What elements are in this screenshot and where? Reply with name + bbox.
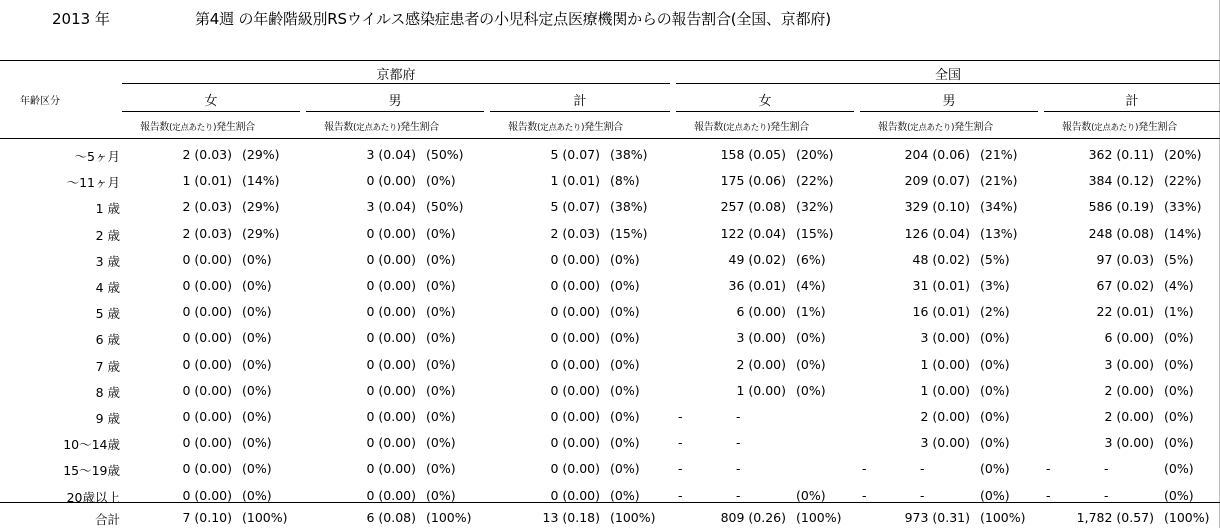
cell-ratio: (0%)	[426, 173, 456, 189]
cell-ratio: (0%)	[1164, 356, 1194, 372]
cell-count: 0 (0.00)	[182, 356, 232, 372]
cell-count: 0 (0.00)	[366, 487, 416, 503]
cell-count: 2 (0.00)	[1104, 409, 1154, 424]
cell-count: 0 (0.00)	[366, 251, 416, 267]
cell-count: 0 (0.00)	[366, 461, 416, 477]
cell-dash: -	[678, 461, 683, 477]
cell-ratio: (0%)	[980, 356, 1010, 372]
cell-count: 0 (0.00)	[182, 409, 232, 424]
cell-ratio: (100%)	[242, 510, 288, 525]
cell-count: 22 (0.01)	[1096, 304, 1154, 320]
cell-ratio: (38%)	[610, 199, 648, 215]
age-label: 15～19歳	[63, 463, 120, 479]
sub-header-group	[140, 118, 255, 133]
cell-count: 1 (0.00)	[920, 356, 970, 372]
age-label: 2 歳	[95, 227, 120, 243]
cell-ratio: (4%)	[1164, 278, 1194, 293]
cell-count: 0 (0.00)	[550, 382, 600, 398]
cell-ratio: (29%)	[242, 147, 280, 162]
sex-underline-kyoto-total	[490, 111, 670, 112]
age-label: 3 歳	[95, 253, 120, 269]
sub-header-group	[878, 118, 993, 133]
sub-header-per-sentinel: (定点あたり)	[907, 123, 955, 133]
sex-underline-national-female	[676, 111, 854, 112]
cell-count: 1 (0.00)	[736, 382, 786, 398]
cell-dash: -	[1104, 461, 1109, 477]
table-row	[0, 325, 1220, 351]
sub-header-count: 報告数	[508, 122, 538, 133]
cell-dash: -	[736, 461, 741, 477]
cell-count: 0 (0.00)	[366, 173, 416, 189]
table-row	[0, 352, 1220, 378]
cell-count: 973 (0.31)	[904, 510, 970, 525]
cell-ratio: (0%)	[426, 356, 456, 372]
sex-header-kyoto-female: 女	[204, 94, 218, 109]
cell-ratio: (22%)	[796, 173, 834, 189]
cell-count: 2 (0.03)	[550, 225, 600, 241]
age-label: ～5ヶ月	[74, 149, 120, 164]
cell-ratio: (0%)	[426, 330, 456, 346]
cell-ratio: (0%)	[242, 435, 272, 451]
cell-ratio: (0%)	[426, 225, 456, 241]
cell-ratio: (0%)	[980, 487, 1010, 503]
cell-count: 158 (0.05)	[720, 147, 786, 162]
age-label: 7 歳	[95, 358, 120, 374]
cell-count: 0 (0.00)	[550, 278, 600, 293]
cell-count: 7 (0.10)	[182, 510, 232, 525]
cell-ratio: (15%)	[796, 225, 834, 241]
cell-count: 122 (0.04)	[720, 225, 786, 241]
age-label: 合計	[94, 512, 120, 527]
year-label: 2013 年	[52, 10, 110, 28]
cell-dash: -	[920, 461, 925, 477]
sex-underline-kyoto-female	[122, 111, 300, 112]
cell-ratio: (14%)	[242, 173, 280, 189]
age-label: 8 歳	[95, 384, 120, 400]
sub-header-per-sentinel: (定点あたり)	[1091, 123, 1139, 133]
cell-count: 31 (0.01)	[912, 278, 970, 293]
region-underline-kyoto	[122, 83, 670, 84]
sub-header-ratio: 発生割合	[216, 122, 255, 133]
sub-header-group	[508, 118, 623, 133]
sub-header-ratio: 発生割合	[584, 122, 623, 133]
cell-count: 0 (0.00)	[550, 461, 600, 477]
cell-dash: -	[736, 487, 741, 503]
cell-ratio: (0%)	[610, 304, 640, 320]
cell-ratio: (0%)	[610, 382, 640, 398]
sex-underline-kyoto-male	[306, 111, 484, 112]
cell-ratio: (1%)	[796, 304, 826, 320]
cell-count: 5 (0.07)	[550, 147, 600, 162]
sub-header-ratio: 発生割合	[954, 122, 993, 133]
cell-count: 1 (0.01)	[182, 173, 232, 189]
cell-count: 6 (0.00)	[736, 304, 786, 320]
cell-ratio: (34%)	[980, 199, 1018, 215]
sub-header-group	[1062, 118, 1177, 133]
cell-ratio: (0%)	[796, 330, 826, 346]
cell-ratio: (0%)	[426, 461, 456, 477]
cell-dash: -	[736, 409, 741, 424]
cell-count: 3 (0.04)	[366, 199, 416, 215]
sex-underline-national-male	[860, 111, 1038, 112]
cell-count: 329 (0.10)	[904, 199, 970, 215]
cell-count: 0 (0.00)	[366, 304, 416, 320]
cell-ratio: (29%)	[242, 199, 280, 215]
sex-header-kyoto-total: 計	[573, 94, 587, 109]
cell-ratio: (0%)	[1164, 382, 1194, 398]
cell-ratio: (0%)	[980, 461, 1010, 477]
cell-count: 0 (0.00)	[182, 330, 232, 346]
cell-dash: -	[736, 435, 741, 451]
cell-ratio: (0%)	[426, 251, 456, 267]
cell-count: 48 (0.02)	[912, 251, 970, 267]
cell-ratio: (0%)	[1164, 461, 1194, 477]
sub-header-count: 報告数	[694, 122, 724, 133]
cell-count: 0 (0.00)	[366, 330, 416, 346]
age-label: 1 歳	[95, 201, 120, 217]
age-label: 4 歳	[95, 280, 120, 295]
cell-count: 67 (0.02)	[1096, 278, 1154, 293]
cell-ratio: (0%)	[242, 330, 272, 346]
cell-count: 362 (0.11)	[1088, 147, 1154, 162]
cell-ratio: (0%)	[610, 409, 640, 424]
cell-ratio: (20%)	[1164, 147, 1202, 162]
cell-dash: -	[678, 487, 683, 503]
cell-count: 257 (0.08)	[720, 199, 786, 215]
cell-ratio: (100%)	[796, 510, 842, 525]
cell-ratio: (22%)	[1164, 173, 1202, 189]
table-row	[0, 299, 1220, 325]
table-row	[0, 456, 1220, 482]
cell-ratio: (32%)	[796, 199, 834, 215]
cell-ratio: (0%)	[610, 461, 640, 477]
cell-count: 586 (0.19)	[1088, 199, 1154, 215]
cell-count: 0 (0.00)	[182, 487, 232, 503]
table-row	[0, 194, 1220, 220]
cell-ratio: (21%)	[980, 147, 1018, 162]
cell-dash: -	[920, 487, 925, 503]
cell-count: 126 (0.04)	[904, 225, 970, 241]
cell-count: 809 (0.26)	[720, 510, 786, 525]
cell-ratio: (100%)	[426, 510, 472, 525]
cell-count: 0 (0.00)	[550, 330, 600, 346]
cell-ratio: (21%)	[980, 173, 1018, 189]
cell-count: 0 (0.00)	[550, 409, 600, 424]
cell-count: 2 (0.03)	[182, 225, 232, 241]
cell-count: 2 (0.03)	[182, 199, 232, 215]
cell-ratio: (100%)	[610, 510, 656, 525]
cell-ratio: (4%)	[796, 278, 826, 293]
cell-dash: -	[678, 435, 683, 451]
cell-ratio: (1%)	[1164, 304, 1194, 320]
cell-count: 1,782 (0.57)	[1076, 510, 1154, 525]
cell-ratio: (0%)	[1164, 409, 1194, 424]
cell-ratio: (13%)	[980, 225, 1018, 241]
cell-count: 384 (0.12)	[1088, 173, 1154, 189]
cell-ratio: (20%)	[796, 147, 834, 162]
cell-count: 0 (0.00)	[366, 435, 416, 451]
table-row	[0, 168, 1220, 194]
table-top-rule	[0, 60, 1220, 61]
table-row	[0, 142, 1220, 168]
table-row	[0, 273, 1220, 299]
cell-ratio: (0%)	[610, 278, 640, 293]
sub-header-per-sentinel: (定点あたり)	[537, 123, 585, 133]
cell-ratio: (8%)	[610, 173, 640, 189]
sub-header-per-sentinel: (定点あたり)	[353, 123, 401, 133]
sex-header-national-female: 女	[758, 94, 772, 109]
cell-ratio: (0%)	[426, 304, 456, 320]
cell-count: 2 (0.03)	[182, 147, 232, 162]
age-label: 10～14歳	[63, 437, 120, 453]
cell-ratio: (2%)	[980, 304, 1010, 320]
age-column-header: 年齢区分	[20, 96, 60, 107]
cell-count: 36 (0.01)	[728, 278, 786, 293]
cell-ratio: (0%)	[242, 461, 272, 477]
cell-ratio: (0%)	[242, 409, 272, 424]
cell-count: 3 (0.00)	[1104, 435, 1154, 451]
table-row	[0, 378, 1220, 404]
cell-count: 0 (0.00)	[182, 382, 232, 398]
cell-ratio: (0%)	[610, 487, 640, 503]
cell-count: 1 (0.01)	[550, 173, 600, 189]
cell-count: 2 (0.00)	[736, 356, 786, 372]
cell-count: 13 (0.18)	[542, 510, 600, 525]
age-label: 20歳以上	[66, 489, 120, 505]
page-title: 第4週 の年齢階級別RSウイルス感染症患者の小児科定点医療機関からの報告割合(全国、京都府)	[195, 10, 831, 28]
cell-count: 0 (0.00)	[182, 435, 232, 451]
cell-ratio: (0%)	[242, 251, 272, 267]
cell-ratio: (0%)	[610, 356, 640, 372]
cell-ratio: (0%)	[242, 278, 272, 293]
cell-count: 1 (0.00)	[920, 382, 970, 398]
cell-ratio: (29%)	[242, 225, 280, 241]
table-row	[0, 221, 1220, 247]
cell-dash: -	[862, 487, 867, 503]
cell-ratio: (5%)	[980, 251, 1010, 267]
header-bottom-rule	[0, 138, 1220, 139]
age-label: 5 歳	[95, 306, 120, 322]
cell-ratio: (6%)	[796, 251, 826, 267]
sub-header-count: 報告数	[1062, 122, 1092, 133]
cell-ratio: (0%)	[980, 330, 1010, 346]
cell-ratio: (0%)	[426, 435, 456, 451]
cell-count: 3 (0.00)	[920, 330, 970, 346]
cell-count: 0 (0.00)	[182, 461, 232, 477]
cell-count: 0 (0.00)	[550, 304, 600, 320]
cell-ratio: (50%)	[426, 147, 464, 162]
cell-count: 204 (0.06)	[904, 147, 970, 162]
sub-header-ratio: 発生割合	[1138, 122, 1177, 133]
sex-header-kyoto-male: 男	[388, 94, 402, 109]
cell-ratio: (5%)	[1164, 251, 1194, 267]
total-row	[0, 505, 1220, 531]
cell-count: 0 (0.00)	[550, 487, 600, 503]
age-label: 9 歳	[95, 411, 120, 426]
cell-dash: -	[1104, 487, 1109, 503]
cell-count: 6 (0.08)	[366, 510, 416, 525]
cell-ratio: (3%)	[980, 278, 1010, 293]
cell-ratio: (0%)	[980, 435, 1010, 451]
cell-count: 0 (0.00)	[182, 278, 232, 293]
table-row	[0, 247, 1220, 273]
cell-count: 3 (0.04)	[366, 147, 416, 162]
cell-count: 0 (0.00)	[366, 278, 416, 293]
region-header-kyoto: 京都府	[376, 68, 416, 83]
age-label: 6 歳	[95, 332, 120, 348]
cell-count: 0 (0.00)	[550, 356, 600, 372]
age-label: ～11ヶ月	[66, 175, 120, 191]
cell-ratio: (0%)	[426, 278, 456, 293]
cell-count: 175 (0.06)	[720, 173, 786, 189]
table-row	[0, 430, 1220, 456]
sub-header-ratio: 発生割合	[770, 122, 809, 133]
cell-count: 3 (0.00)	[920, 435, 970, 451]
cell-count: 16 (0.01)	[912, 304, 970, 320]
cell-count: 248 (0.08)	[1088, 225, 1154, 241]
cell-ratio: (100%)	[1164, 510, 1210, 525]
sub-header-group	[694, 118, 809, 133]
sub-header-per-sentinel: (定点あたり)	[169, 123, 217, 133]
sub-header-count: 報告数	[140, 122, 170, 133]
cell-ratio: (0%)	[796, 487, 826, 503]
cell-count: 97 (0.03)	[1096, 251, 1154, 267]
sub-header-ratio: 発生割合	[400, 122, 439, 133]
cell-ratio: (0%)	[242, 382, 272, 398]
cell-ratio: (0%)	[980, 382, 1010, 398]
cell-ratio: (0%)	[242, 356, 272, 372]
cell-ratio: (0%)	[426, 487, 456, 503]
cell-count: 0 (0.00)	[550, 435, 600, 451]
cell-ratio: (0%)	[426, 409, 456, 424]
cell-ratio: (50%)	[426, 199, 464, 215]
cell-ratio: (0%)	[1164, 487, 1194, 503]
sex-underline-national-total	[1044, 111, 1220, 112]
table-row	[0, 404, 1220, 430]
cell-ratio: (15%)	[610, 225, 648, 241]
cell-count: 0 (0.00)	[366, 382, 416, 398]
cell-ratio: (0%)	[1164, 435, 1194, 451]
cell-ratio: (33%)	[1164, 199, 1202, 215]
cell-dash: -	[1046, 487, 1051, 503]
cell-ratio: (0%)	[242, 304, 272, 320]
cell-ratio: (0%)	[242, 487, 272, 503]
cell-ratio: (0%)	[610, 330, 640, 346]
cell-dash: -	[862, 461, 867, 477]
cell-ratio: (14%)	[1164, 225, 1202, 241]
cell-count: 5 (0.07)	[550, 199, 600, 215]
cell-count: 3 (0.00)	[1104, 356, 1154, 372]
sub-header-count: 報告数	[878, 122, 908, 133]
cell-count: 0 (0.00)	[366, 356, 416, 372]
cell-ratio: (0%)	[980, 409, 1010, 424]
sub-header-group	[324, 118, 439, 133]
cell-ratio: (0%)	[610, 435, 640, 451]
sex-header-national-total: 計	[1125, 94, 1139, 109]
cell-count: 0 (0.00)	[182, 304, 232, 320]
cell-ratio: (38%)	[610, 147, 648, 162]
cell-count: 0 (0.00)	[550, 251, 600, 267]
cell-dash: -	[678, 409, 683, 424]
cell-ratio: (0%)	[610, 251, 640, 267]
cell-count: 0 (0.00)	[366, 225, 416, 241]
cell-dash: -	[1046, 461, 1051, 477]
cell-count: 6 (0.00)	[1104, 330, 1154, 346]
sub-header-per-sentinel: (定点あたり)	[723, 123, 771, 133]
cell-ratio: (0%)	[796, 356, 826, 372]
cell-ratio: (100%)	[980, 510, 1026, 525]
cell-ratio: (0%)	[426, 382, 456, 398]
region-header-national: 全国	[934, 68, 961, 83]
cell-count: 3 (0.00)	[736, 330, 786, 346]
sub-header-count: 報告数	[324, 122, 354, 133]
cell-ratio: (0%)	[796, 382, 826, 398]
cell-count: 209 (0.07)	[904, 173, 970, 189]
cell-count: 0 (0.00)	[366, 409, 416, 424]
region-underline-national	[676, 83, 1220, 84]
cell-count: 2 (0.00)	[1104, 382, 1154, 398]
sex-header-national-male: 男	[942, 94, 956, 109]
cell-count: 2 (0.00)	[920, 409, 970, 424]
cell-count: 49 (0.02)	[728, 251, 786, 267]
cell-ratio: (0%)	[1164, 330, 1194, 346]
cell-count: 0 (0.00)	[182, 251, 232, 267]
